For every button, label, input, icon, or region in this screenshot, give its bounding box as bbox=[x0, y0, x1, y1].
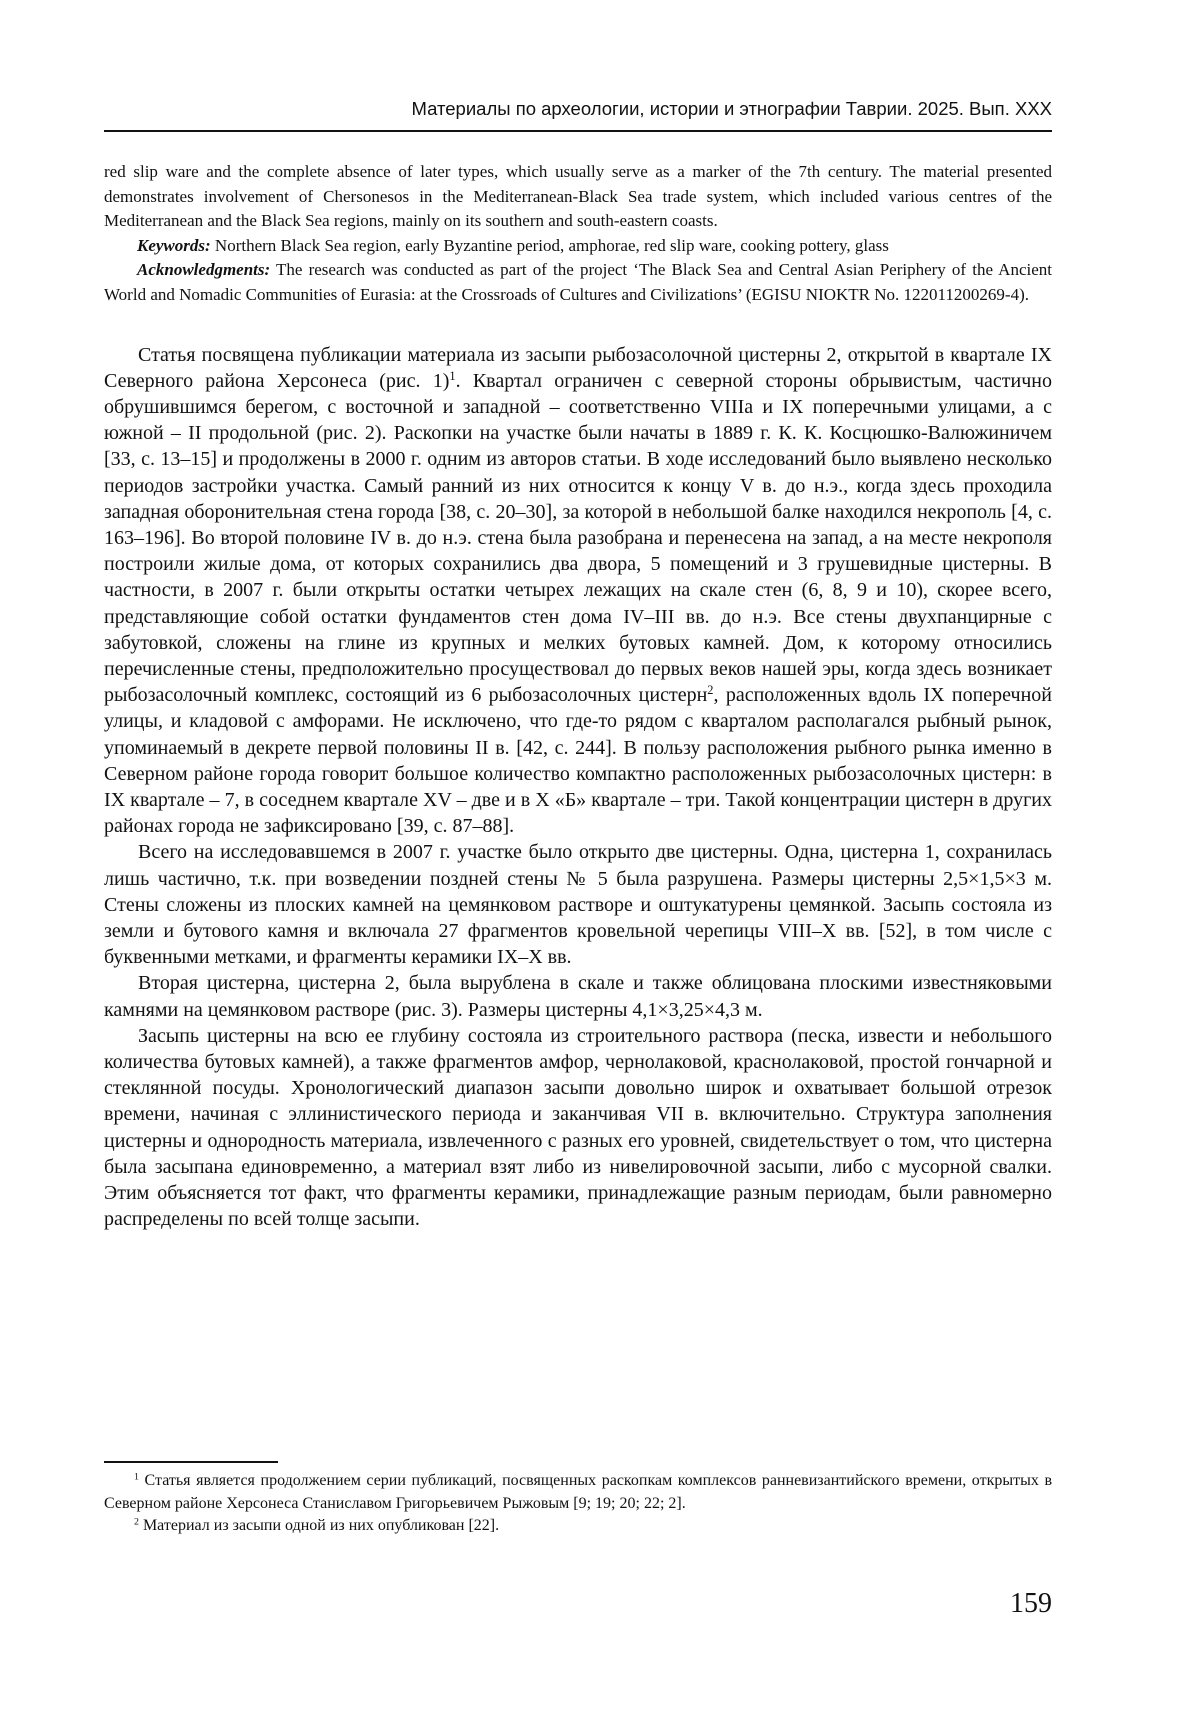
acknowledgments bbox=[104, 258, 1052, 307]
footnote-rule bbox=[104, 1461, 278, 1463]
body-paragraph-1-part-b: . Квартал ограничен с северной стороны обрывистым, частично обрушившимся берегом, с восточной и западной – соответственно VIIIа и IX поперечными улицами, а с южной – II продольной (рис. 2). Раскопки на участке были начаты в 1889 г. К. К. Косцюшко-Валюжиничем [33, с. 13–15] и продолжены в 2000 г. одним из авторов статьи. В ходе исследований было выявлено несколько периодов застройки участка. Самый ранний из них относится к концу V в. до н.э., когда здесь проходила западная оборонительная стена города [38, с. 20–30], за которой в небольшой балке находился некрополь [4, с. 163–196]. Во второй половине IV в. до н.э. стена была разобрана и перенесена на запад, а на месте некрополя построили жилые дома, от которых сохранились два двора, 5 помещений и 3 грушевидные цистерны. В частности, в 2007 г. были открыты остатки четырех лежащих на скале стен (6, 8, 9 и 10), скорее всего, представляющие собой остатки фундаментов стен дома IV–III вв. до н.э. Все стены двухпанцирные с забутовкой, сложены на глине из крупных и мелких бутовых камней. Дом, к которому относились перечисленные стены, предположительно просуществовал до первых веков нашей эры, когда здесь возникает рыбозасолочный комплекс, состоящий из 6 рыбозасолочных цистерн bbox=[104, 369, 1053, 707]
body-paragraph-1 bbox=[104, 342, 1052, 840]
footnote-1 bbox=[104, 1470, 1052, 1515]
footnote-ref-1: 1 bbox=[449, 368, 456, 383]
footnote-2-text: Материал из засыпи одной из них опубликован [22]. bbox=[138, 1517, 500, 1534]
body-paragraph-1-part-a: Статья посвящена публикации материала из засыпи рыбозасолочной цистерны 2, открытой в квартале IX Северного района Херсонеса (рис. 1) bbox=[104, 343, 1052, 392]
page-content bbox=[104, 160, 1052, 1232]
header-rule bbox=[104, 130, 1052, 132]
footnote-1-text: Статья является продолжением серии публикаций, посвященных раскопкам комплексов ранневизантийского времени, открытых в Северном районе Херсонеса Станиславом Григорьевичем Рыжовым [9; 19; 20; 22; 2]. bbox=[104, 1472, 1052, 1512]
abstract-text: red slip ware and the complete absence of later types, which usually serve as a marker of the 7th century. The material presented demonstrates involvement of Chersonesos in the Mediterranean-Black Sea trade system, which included various centres of the Mediterranean and the Black Sea regions, mainly on its southern and south-eastern coasts. bbox=[104, 162, 1052, 231]
footnote-ref-2: 2 bbox=[707, 683, 714, 698]
body-paragraph-1-part-c: , расположенных вдоль IX поперечной улицы, и кладовой с амфорами. Не исключено, что где-то рядом с кварталом располагался рыбный рынок, упоминаемый в декрете первой половины II в. [42, с. 244]. В пользу расположения рыбного рынка именно в Северном районе города говорит большое количество компактно расположенных рыбозасолочных цистерн: в IX квартале – 7, в соседнем квартале XV – две и в X «Б» квартале – три. Такой концентрации цистерн в других районах города не зафиксировано [39, с. 87–88]. bbox=[104, 684, 1053, 838]
footnote-2-mark: 2 bbox=[134, 1516, 139, 1528]
body-paragraph-2: Всего на исследовавшемся в 2007 г. участке было открыто две цистерны. Одна, цистерна 1, сохранилась лишь частично, т.к. при возведении поздней стены № 5 была разрушена. Размеры цистерны 2,5×1,5×3 м. Стены сложены из плоских камней на цемянковом растворе и оштукатурены цемянкой. Засыпь состояла из земли и бутового камня и включала 27 фрагментов кровельной черепицы VIII–X вв. [52], в том числе с буквенными метками, и фрагменты керамики IX–X вв. bbox=[104, 841, 1052, 969]
abstract bbox=[104, 160, 1052, 308]
article-body bbox=[104, 342, 1052, 1233]
footnote-2 bbox=[104, 1515, 1052, 1538]
running-head: Материалы по археологии, истории и этнографии Таврии. 2025. Вып. XXX bbox=[411, 98, 1052, 119]
body-paragraph-4: Засыпь цистерны на всю ее глубину состояла из строительного раствора (песка, извести и небольшого количества бутовых камней), а также фрагментов амфор, чернолаковой, краснолаковой, простой гончарной и стеклянной посуды. Хронологический диапазон засыпи довольно широк и охватывает большой отрезок времени, начиная с эллинистического периода и заканчивая VII в. включительно. Структура заполнения цистерны и однородность материала, извлеченного с разных его уровней, свидетельствует о том, что цистерна была засыпана единовременно, а материал взят либо из нивелировочной засыпи, либо с мусорной свалки. Этим объясняется тот факт, что фрагменты керамики, принадлежащие разным периодам, были равномерно распределены по всей толще засыпи. bbox=[104, 1024, 1052, 1231]
body-paragraph-3: Вторая цистерна, цистерна 2, была вырублена в скале и также облицована плоскими известняковыми камнями на цемянковом растворе (рис. 3). Размеры цистерны 4,1×3,25×4,3 м. bbox=[104, 972, 1052, 1021]
page-number: 159 bbox=[1010, 1588, 1052, 1619]
acknowledgments-label: Acknowledgments: bbox=[137, 260, 271, 280]
keywords-text: Northern Black Sea region, early Byzantine period, amphorae, red slip ware, cooking pottery, glass bbox=[210, 235, 889, 255]
keywords bbox=[104, 234, 1052, 259]
footnote-1-mark: 1 bbox=[134, 1471, 139, 1483]
acknowledgments-text: The research was conducted as part of the project ‘The Black Sea and Central Asian Periphery of the Ancient World and Nomadic Communities of Eurasia: at the Crossroads of Cultures and Civilizations’ (EGISU NIOKTR No. 122011200269-4). bbox=[104, 260, 1052, 304]
footnotes bbox=[104, 1470, 1052, 1538]
keywords-label: Keywords: bbox=[137, 235, 211, 255]
